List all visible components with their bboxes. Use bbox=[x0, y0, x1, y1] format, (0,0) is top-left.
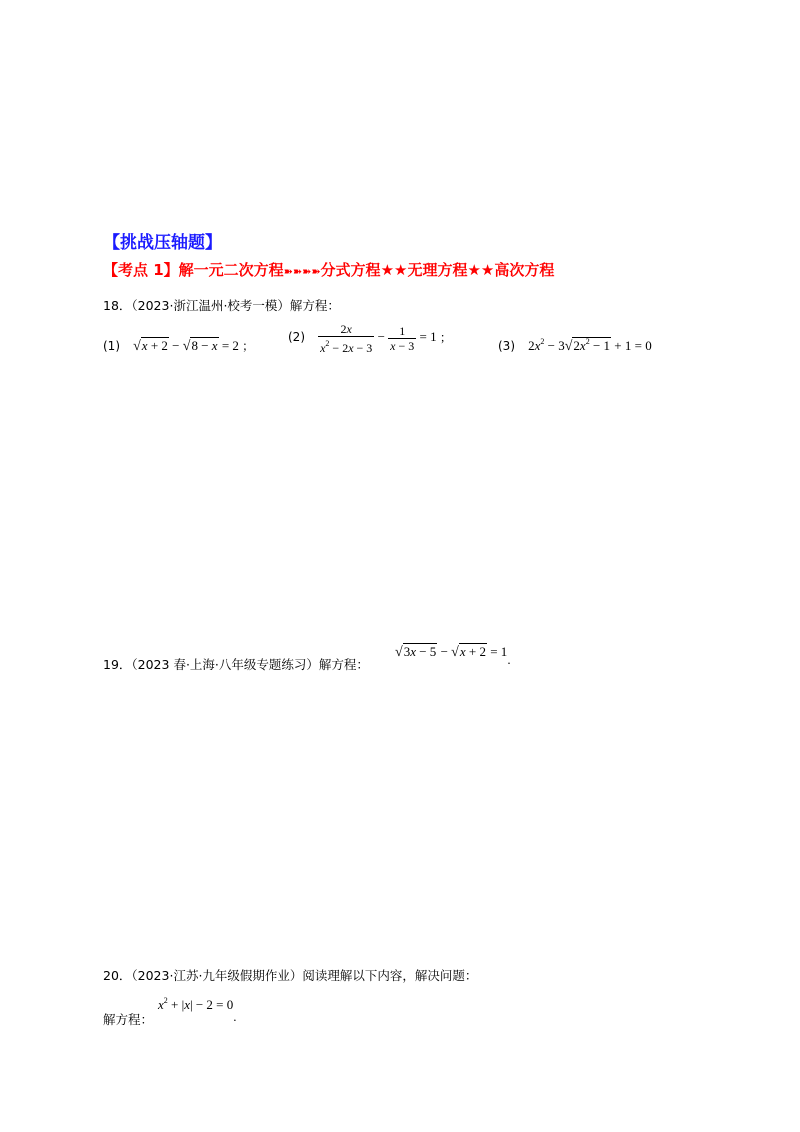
topic-heading bbox=[103, 259, 554, 280]
question-source: （2023 春·上海·八年级专题练习）解方程： bbox=[131, 657, 369, 672]
equation-tail: . bbox=[507, 652, 511, 667]
section-title: 【挑战压轴题】 bbox=[103, 233, 222, 253]
equation-18-2: $\frac{2x}{x^2 - 2x - 3}$ − $\frac{1}{x - 3}$ = 1 bbox=[320, 322, 440, 355]
topic-irrational: 无理方程 bbox=[407, 261, 468, 279]
star-icon-pair-a: ★★ bbox=[380, 261, 408, 279]
equation-19: √3x − 5 − √x + 2 = 1. bbox=[395, 644, 511, 667]
question-18-header bbox=[103, 296, 340, 314]
question-source: （2023·浙江温州·校考一模）解方程： bbox=[131, 298, 340, 313]
topic-fractional: 分式方程 bbox=[320, 261, 381, 279]
part-tail: ； bbox=[242, 339, 255, 353]
topic-higher-degree: 高次方程 bbox=[494, 261, 555, 279]
part-label: (1) bbox=[103, 339, 120, 353]
topic-label: 【考点 1】解一元二次方程 bbox=[103, 261, 284, 279]
q18-part-2 bbox=[288, 322, 452, 355]
star-icon-pair-b: ★★ bbox=[467, 261, 495, 279]
part-tail: ； bbox=[439, 330, 452, 345]
arrow-glyphs: ➽➽➽➽ bbox=[283, 265, 321, 278]
equation-18-1: √x + 2 − √8 − x = 2 bbox=[133, 338, 243, 354]
part-label: (2) bbox=[288, 329, 305, 344]
equation-18-3: $2x^2 - 3√2x^2 - 1 + 1 = 0$ bbox=[528, 337, 652, 354]
part-label: (3) bbox=[498, 339, 515, 353]
question-20 bbox=[103, 966, 477, 984]
question-20-prompt: 解方程： bbox=[103, 1012, 154, 1027]
question-source: （2023·江苏·九年级假期作业）阅读理解以下内容，解决问题： bbox=[131, 968, 478, 983]
question-19 bbox=[103, 655, 369, 673]
equation-tail: . bbox=[233, 1009, 237, 1024]
question-number: 18． bbox=[103, 298, 132, 313]
equation-20: $x^2 + |x| - 2 = 0$. bbox=[158, 996, 237, 1024]
q18-part-1 bbox=[103, 335, 254, 355]
question-number: 19． bbox=[103, 657, 132, 672]
q18-part-3 bbox=[498, 335, 652, 355]
question-number: 20． bbox=[103, 968, 132, 983]
